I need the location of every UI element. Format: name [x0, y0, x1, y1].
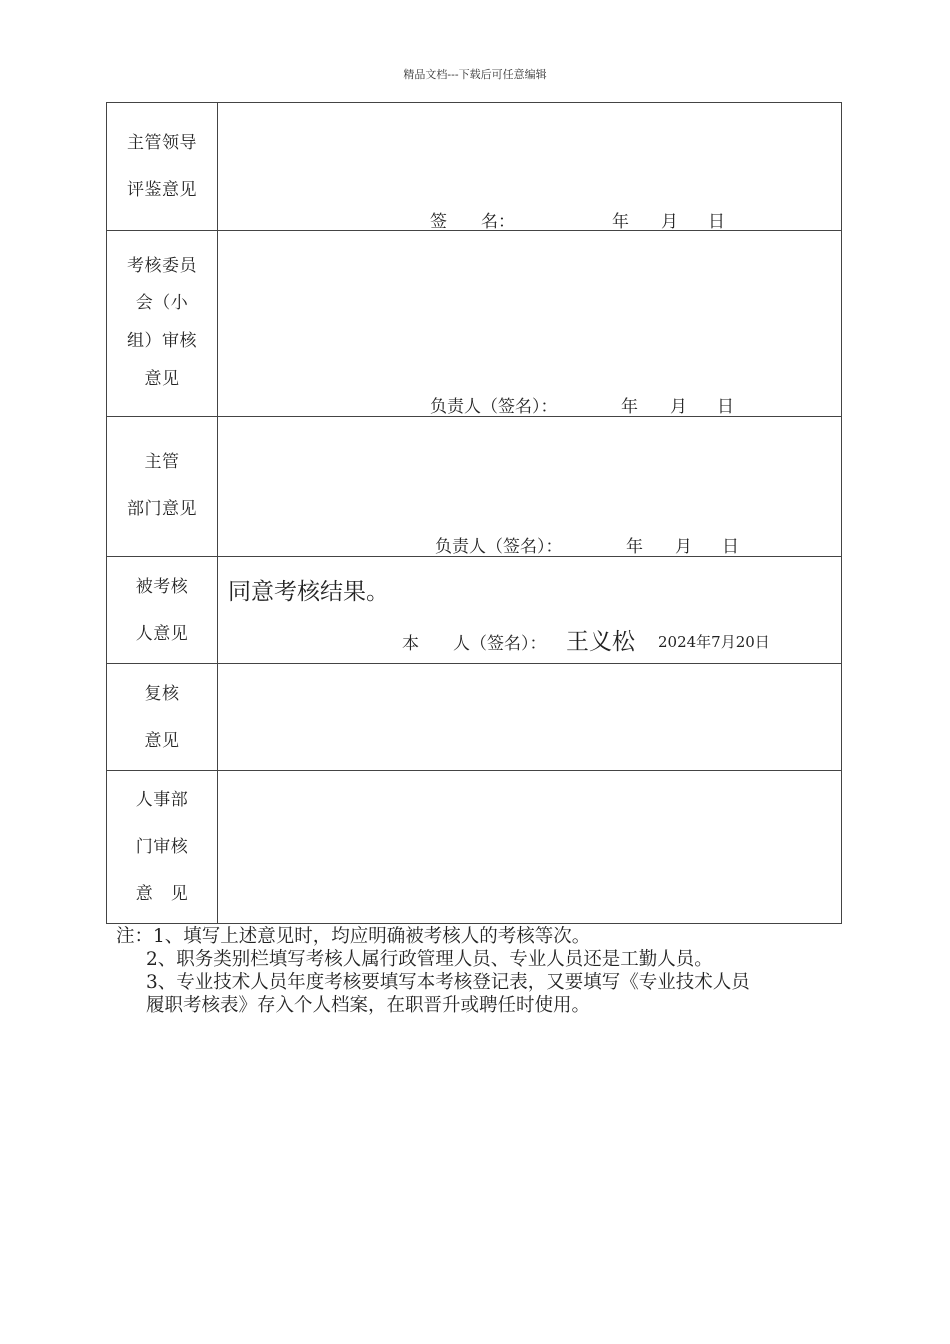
department-opinion-label-cell — [107, 417, 218, 557]
note-line-4: 履职考核表》存入个人档案，在职晋升或聘任时使用。 — [146, 995, 591, 1016]
committee-opinion-field[interactable] — [218, 231, 842, 417]
department-sign-label: 负责人（签名）： — [435, 537, 563, 557]
hr-label-line-1: 人事部 — [135, 790, 189, 810]
committee-label-line-2: 会（小 — [135, 293, 189, 313]
committee-date-day: 日 — [717, 397, 734, 417]
hr-opinion-row — [107, 771, 842, 924]
committee-label-line-3: 组）审核 — [127, 331, 197, 351]
assessee-opinion-label-cell — [107, 557, 218, 664]
form-notes — [116, 925, 896, 1017]
committee-opinion-row — [107, 231, 842, 417]
supervisor-sign-label: 签 名： — [430, 212, 515, 232]
assessee-opinion-text: 同意考核结果。 — [228, 579, 389, 605]
department-opinion-field[interactable] — [218, 417, 842, 557]
department-date-day: 日 — [722, 537, 739, 557]
department-opinion-row — [107, 417, 842, 557]
hr-label-line-2: 门审核 — [135, 837, 189, 857]
supervisor-opinion-row — [107, 103, 842, 231]
committee-label-line-4: 意见 — [144, 369, 180, 389]
supervisor-opinion-field[interactable] — [218, 103, 842, 231]
review-label-line-2: 意见 — [144, 731, 180, 751]
assessee-sign-label: 本 人（签名）： — [402, 634, 547, 654]
department-date-month: 月 — [675, 537, 692, 557]
hr-label-line-3: 意 见 — [135, 884, 189, 904]
committee-opinion-label-cell — [107, 231, 218, 417]
department-date-year: 年 — [626, 537, 643, 557]
review-opinion-row — [107, 664, 842, 771]
assessee-label-line-1: 被考核 — [135, 577, 189, 597]
committee-label-line-1: 考核委员 — [127, 256, 197, 276]
supervisor-label-line-1: 主管领导 — [127, 133, 197, 153]
assessee-opinion-field[interactable] — [218, 557, 842, 664]
review-opinion-field[interactable] — [218, 664, 842, 771]
supervisor-date-month: 月 — [661, 212, 678, 232]
assessment-form-table — [106, 102, 842, 924]
hr-opinion-label-cell — [107, 771, 218, 924]
committee-sign-label: 负责人（签名）： — [430, 397, 558, 417]
note-line-3: 3、专业技术人员年度考核要填写本考核登记表，又要填写《专业技术人员 — [146, 972, 750, 993]
review-opinion-label-cell — [107, 664, 218, 771]
assessee-sign-date: 2024年7月20日 — [658, 633, 770, 651]
supervisor-date-year: 年 — [612, 212, 629, 232]
hr-opinion-field[interactable] — [218, 771, 842, 924]
assessee-opinion-row — [107, 557, 842, 664]
note-line-2: 2、职务类别栏填写考核人属行政管理人员、专业人员还是工勤人员。 — [146, 949, 713, 970]
supervisor-label-line-2: 评鉴意见 — [127, 180, 197, 200]
assessee-label-line-2: 人意见 — [135, 624, 189, 644]
page-header: 精品文档---下载后可任意编辑 — [403, 68, 547, 81]
department-label-line-2: 部门意见 — [127, 499, 197, 519]
supervisor-date-day: 日 — [708, 212, 725, 232]
committee-date-year: 年 — [621, 397, 638, 417]
assessee-signature: 王义松 — [566, 629, 635, 655]
committee-date-month: 月 — [670, 397, 687, 417]
supervisor-opinion-label-cell — [107, 103, 218, 231]
review-label-line-1: 复核 — [144, 684, 180, 704]
note-line-1: 注：1、填写上述意见时，均应明确被考核人的考核等次。 — [116, 926, 591, 947]
department-label-line-1: 主管 — [144, 452, 180, 472]
